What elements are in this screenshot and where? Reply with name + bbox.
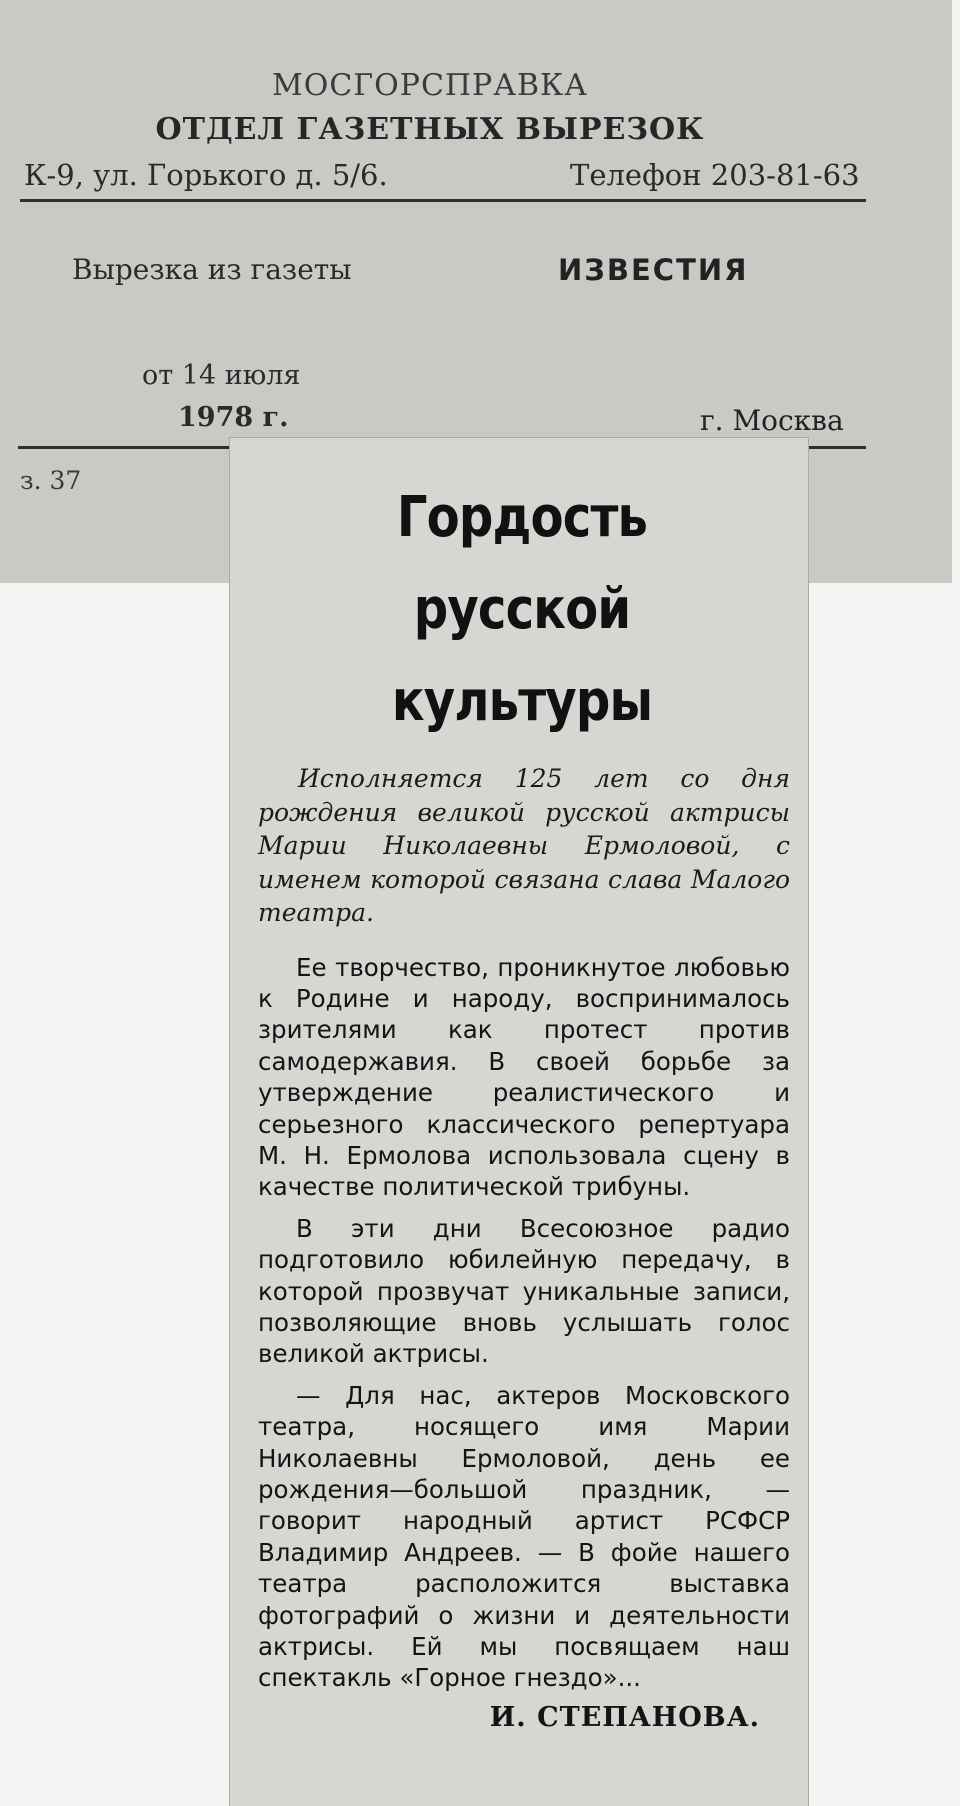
divider-line — [20, 199, 866, 202]
headline-line: русской культуры — [391, 577, 653, 734]
newspaper-clipping — [230, 438, 808, 1806]
address: К-9, ул. Горького д. 5/6. — [24, 158, 388, 192]
article — [250, 438, 794, 1733]
department-name: ОТДЕЛ ГАЗЕТНЫХ ВЫРЕЗОК — [155, 112, 705, 147]
article-lead: Исполняется 125 лет со дня рождения великой русской актрисы Марии Николаевны Ермоловой, с именем которой связана слава Малого театра. — [258, 764, 790, 927]
organization-name: МОСГОРСПРАВКА — [272, 68, 588, 103]
city: г. Москва — [700, 404, 844, 437]
article-author: И. СТЕПАНОВА. — [489, 1701, 760, 1733]
clipping-date: от 14 июля — [142, 360, 301, 391]
phone-number: Телефон 203-81-63 — [570, 158, 860, 192]
order-number: з. 37 — [20, 466, 82, 495]
clipping-label: Вырезка из газеты — [72, 253, 352, 286]
article-paragraph: Ее творчество, проникнутое любовью к Родине и народу, воспринималось зрителями как протест против самодержавия. В своей борьбе за утверждение реалистического и серьезного классического репертуара М. Н. Ермолова использовала сцену в качестве политической трибуны. — [258, 952, 790, 1202]
clipping-year: 1978 г. — [178, 402, 289, 433]
headline-line: Гордость — [396, 485, 648, 550]
newspaper-name: ИЗВЕСТИЯ — [558, 253, 749, 287]
article-paragraph: — Для нас, актеров Московского театра, носящего имя Марии Николаевны Ермоловой, день ее рождения—большой праздник, — говорит народный артист РСФСР Владимир Андреев. — В фойе нашего театра расположится выставка фотографий о жизни и деятельности актрисы. Ей мы посвящаем наш спектакль «Горное гнездо»... — [258, 1380, 790, 1693]
article-headline — [288, 472, 756, 748]
article-paragraph: В эти дни Всесоюзное радио подготовило юбилейную передачу, в которой прозвучат уникальные записи, позволяющие вновь услышать голос великой актрисы. — [258, 1213, 790, 1369]
